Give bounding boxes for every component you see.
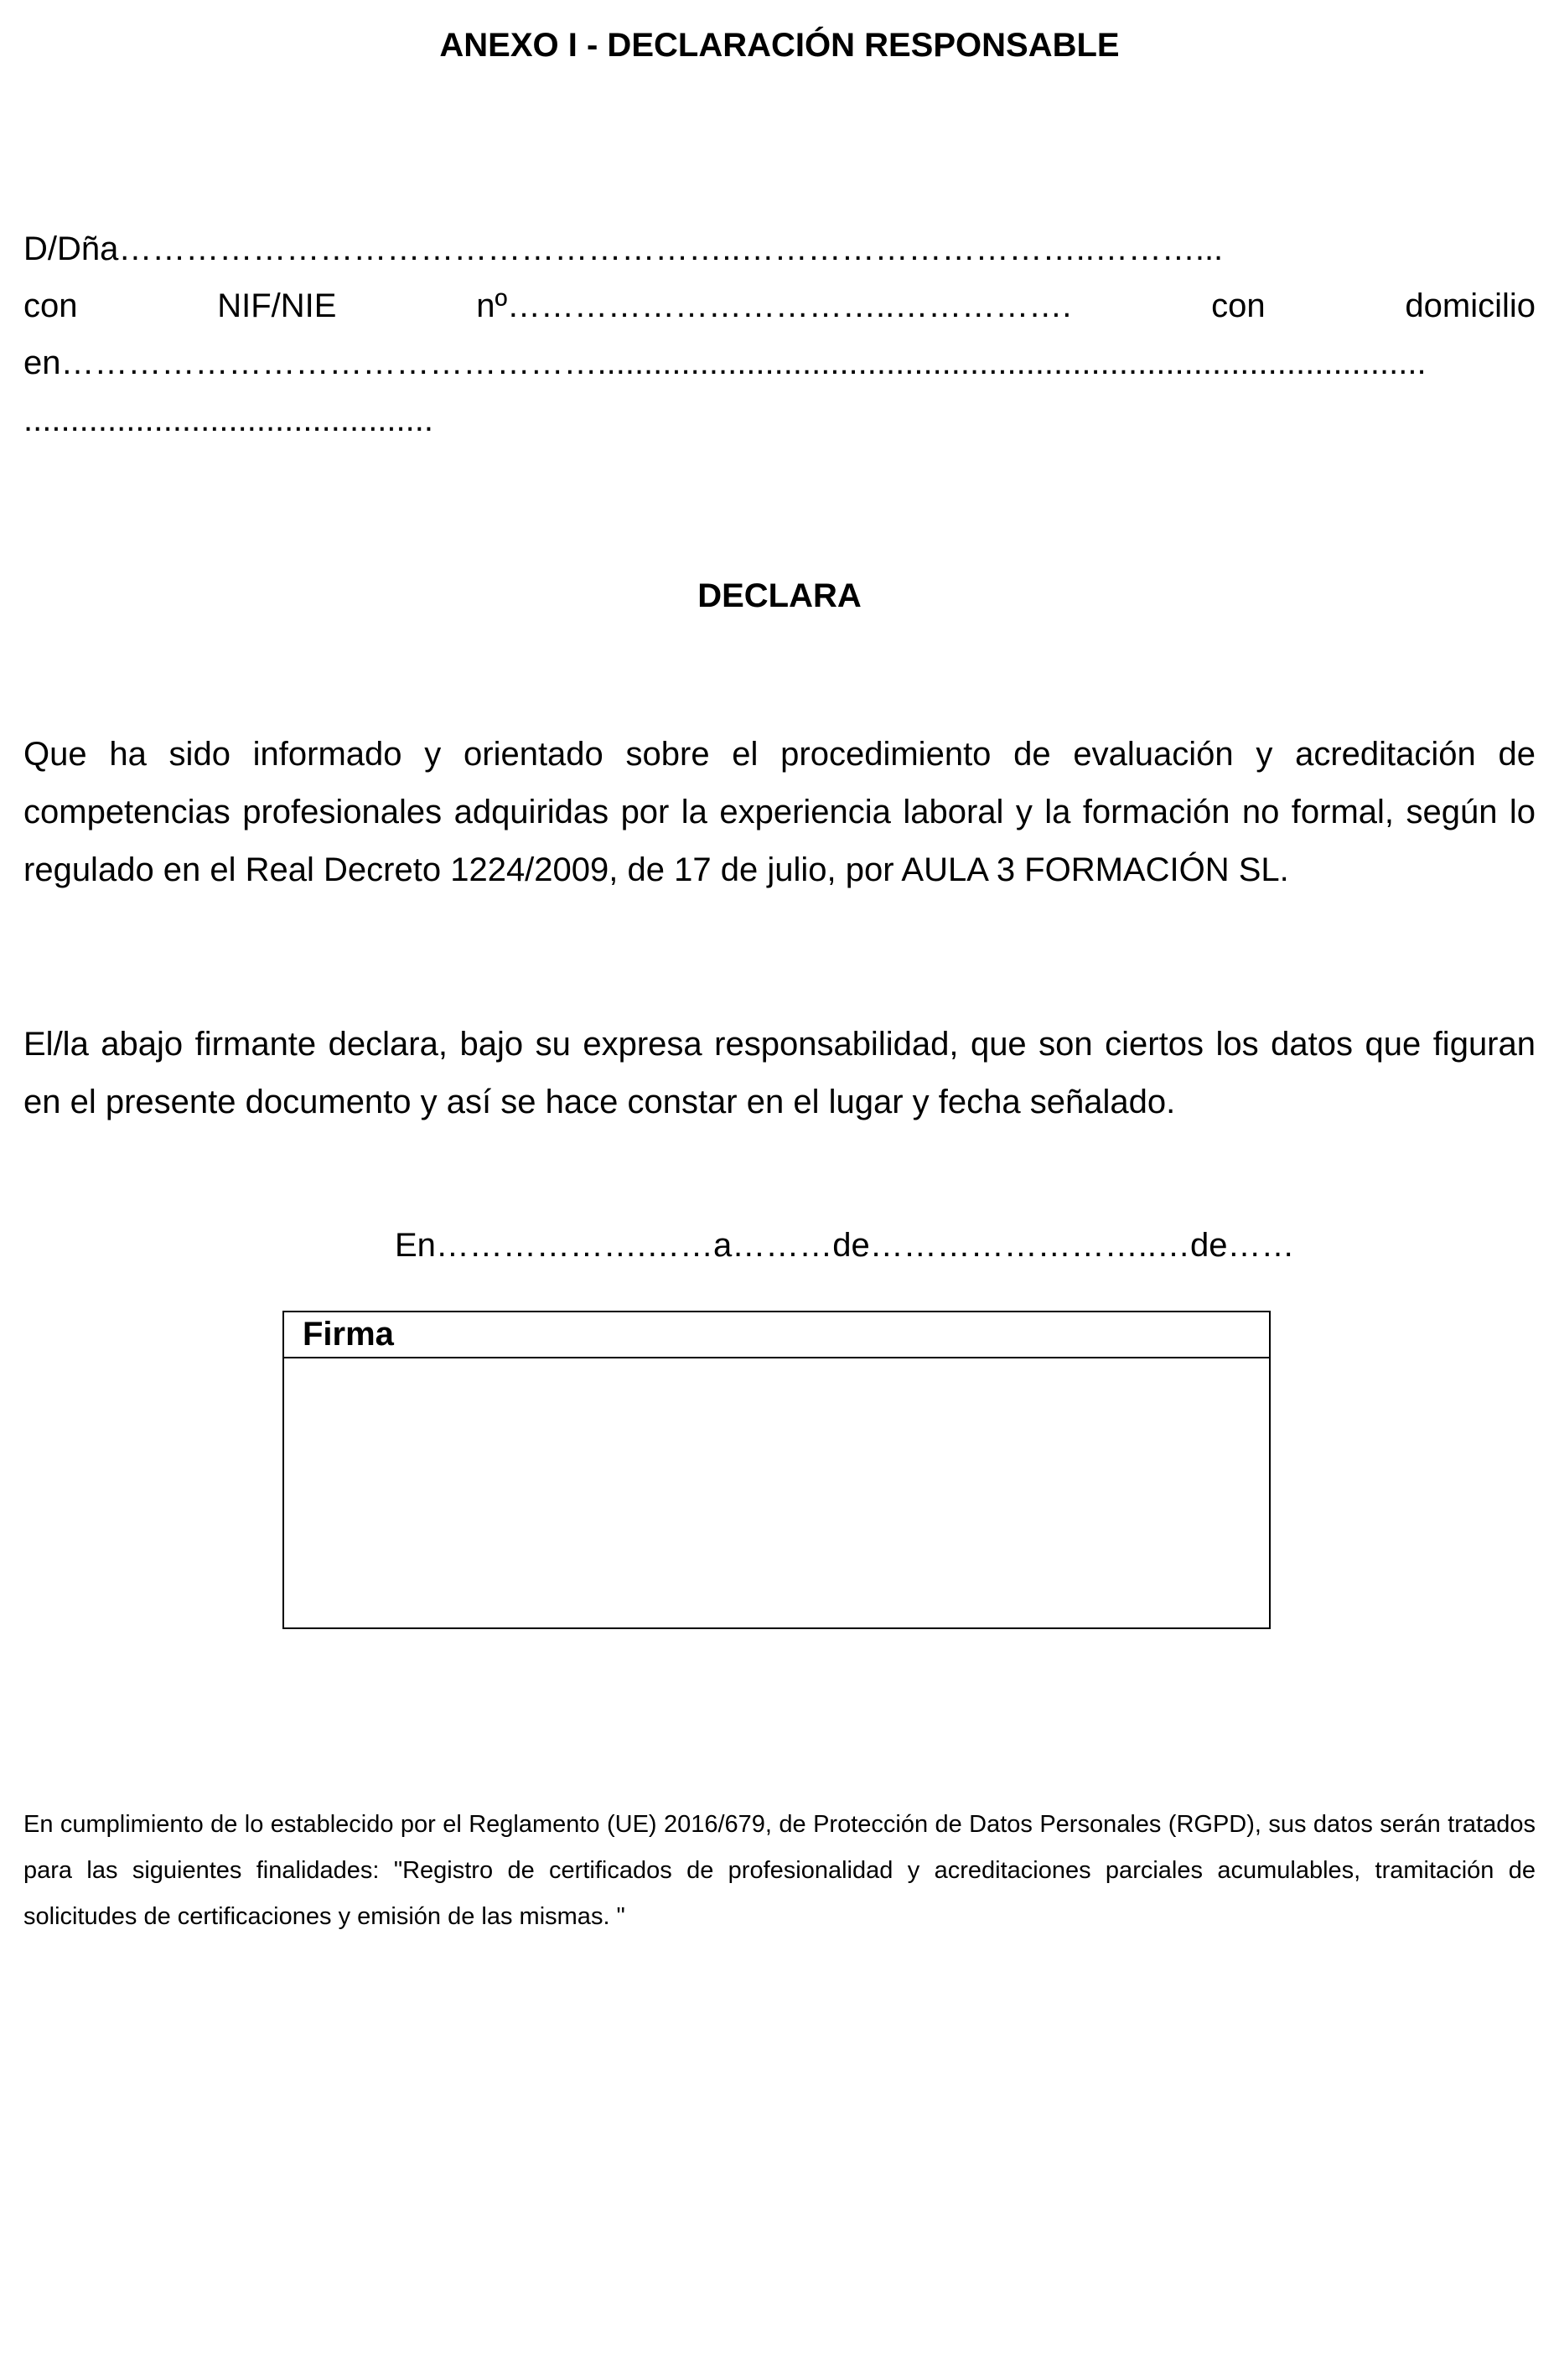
id-word-nif-nie: NIF/NIE — [217, 287, 337, 324]
signature-box — [282, 1311, 1271, 1629]
document-title: ANEXO I - DECLARACIÓN RESPONSABLE — [439, 27, 1120, 64]
id-field-line — [23, 277, 1536, 334]
name-field-line: D/Dña………………………………………………..…………………………..………... — [23, 230, 1224, 267]
place-date-line: En……………….……a………de……………………..…de…… — [395, 1227, 1295, 1264]
declara-heading: DECLARA — [697, 577, 862, 614]
id-word-con: con — [23, 287, 78, 324]
address-field-continuation: ............................................ — [23, 401, 433, 438]
signature-label: Firma — [284, 1312, 1269, 1358]
id-word-con-2: con — [1211, 287, 1266, 324]
personal-data-fields — [23, 220, 1536, 448]
id-number-blank: nº……………………………..……………. — [476, 287, 1072, 324]
address-field-line: en…………………………………………......................................................................................... — [23, 344, 1427, 381]
declaration-paragraph: Que ha sido informado y orientado sobre el procedimiento de evaluación y acreditación de competencias profesionales adquiridas por la experiencia laboral y la formación no formal, según lo regulado en el Real Decreto 1224/2009, de 17 de julio, por AULA 3 FORMACIÓN SL. — [23, 736, 1536, 888]
id-word-domicilio: domicilio — [1405, 287, 1536, 324]
document-page — [23, 0, 1536, 2380]
data-protection-footnote: En cumplimiento de lo establecido por el Reglamento (UE) 2016/679, de Protección de Datos Personales (RGPD), sus datos serán tratados para las siguientes finalidades: "Registro de certificados de profesionalidad y acreditaciones parciales acumulables, tramitación de solicitudes de certificaciones y emisión de las mismas. " — [23, 1811, 1536, 1930]
signature-area — [284, 1358, 1269, 1627]
responsibility-paragraph: El/la abajo firmante declara, bajo su expresa responsabilidad, que son ciertos los datos que figuran en el presente documento y así se hace constar en el lugar y fecha señalado. — [23, 1026, 1536, 1120]
